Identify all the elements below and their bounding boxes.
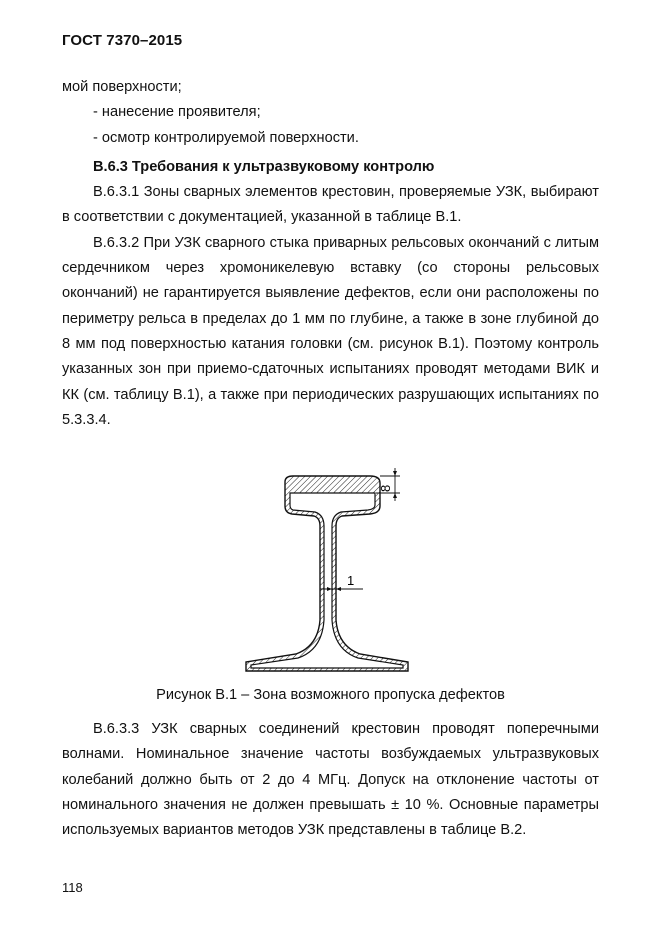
list-item-developer: - нанесение проявителя;	[93, 104, 261, 121]
rail-profile-diagram	[230, 466, 430, 680]
document-header: ГОСТ 7370–2015	[62, 32, 183, 49]
rail-inner-contour	[251, 493, 403, 668]
dim-arrow-head-top	[393, 471, 397, 476]
section-heading: В.6.3 Требования к ультразвуковому контролю	[93, 158, 435, 175]
paragraph-b-6-3-1: В.6.3.1 Зоны сварных элементов крестовин, проверяемые УЗК, выбирают в соответствии с документацией, указанной в таблице В.1.	[62, 184, 599, 226]
dim-arrow-head-bottom	[393, 493, 397, 498]
figure-caption: Рисунок В.1 – Зона возможного пропуска дефектов	[156, 687, 505, 703]
list-item-inspection: - осмотр контролируемой поверхности.	[93, 129, 359, 146]
text-block-lower	[62, 717, 599, 843]
dim-label-perimeter: 1	[347, 573, 355, 588]
rail-profile-figure	[230, 466, 430, 680]
dim-arrow-perimeter-right	[336, 587, 341, 591]
text-block-upper	[62, 75, 599, 433]
paragraph-b-6-3-2: В.6.3.2 При УЗК сварного стыка приварных рельсовых окончаний с литым сердечником через хромоникелевую вставку (со стороны рельсовых окончаний) не гарантируется выявление дефектов, если они расположены по периметру рельса в пределах до 1 мм по глубине, а также в зоне глубиной до 8 мм под поверхностью катания головки (см. рисунок В.1). Поэтому контроль указанных зон при приемо-сдаточных испытаниях проводят методами ВИК и КК (см. таблицу В.1), а также при периодических разрушающих испытаниях по 5.3.3.4.	[62, 234, 599, 428]
paragraph-b-6-3-3: В.6.3.3 УЗК сварных соединений крестовин проводят поперечными волнами. Номинальное значение частоты возбуждаемых ультразвуковых колебаний должно быть от 2 до 4 МГц. Допуск на отклонение частоты от номинального значения не должен превышать ± 10 %. Основные параметры используемых вариантов методов УЗК представлены в таблице В.2.	[62, 721, 599, 839]
page-number: 118	[62, 880, 83, 895]
dim-label-head: 8	[378, 484, 393, 492]
paragraph-continuation: мой поверхности;	[62, 79, 182, 95]
